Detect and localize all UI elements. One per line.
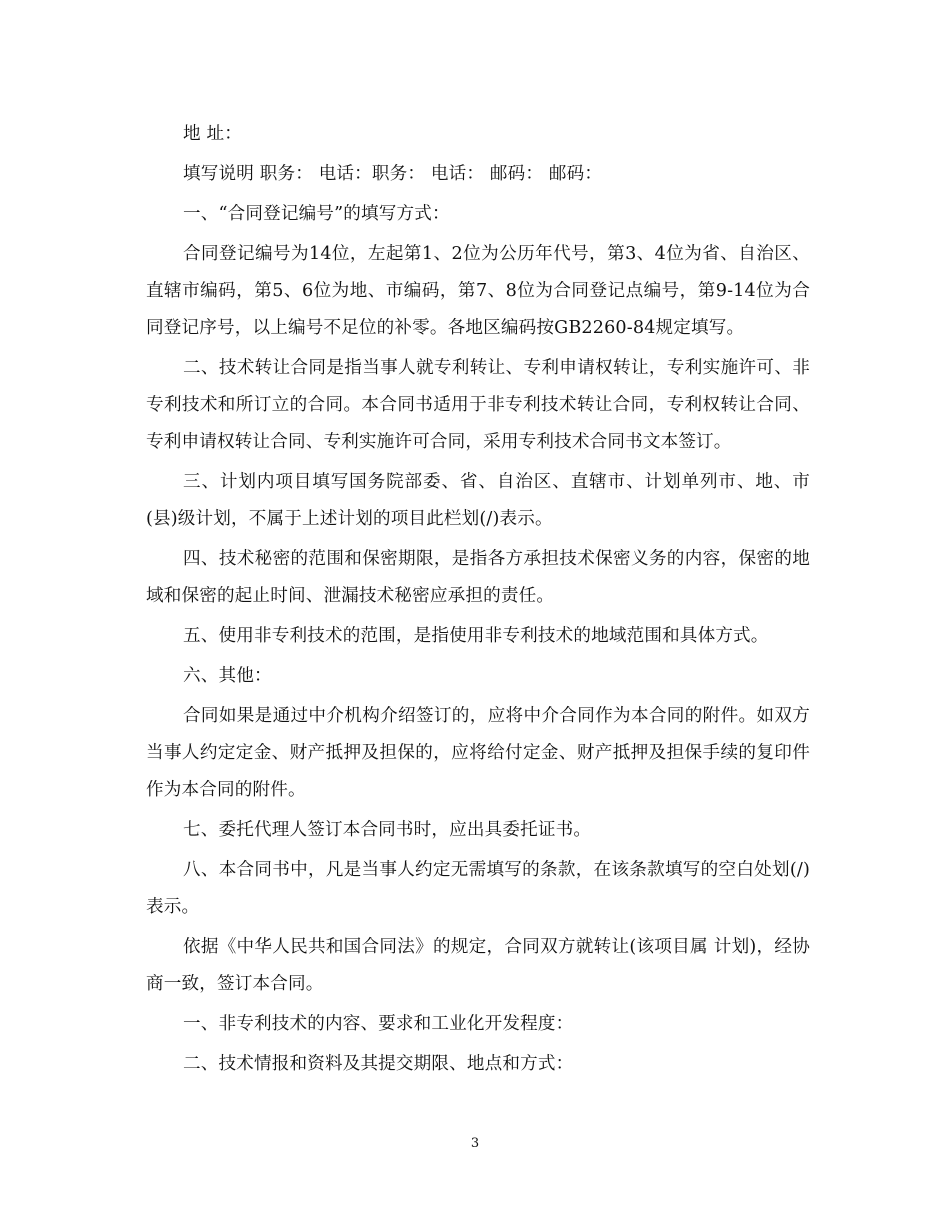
section-1-heading: 一、“合同登记编号”的填写方式： <box>183 204 450 224</box>
section-5-paragraph: 五、使用非专利技术的范围，是指使用非专利技术的地域范围和具体方式。 <box>183 626 769 646</box>
section-2-paragraph: 二、技术转让合同是指当事人就专利转让、专利申请权转让，专利实施许可、非专利技术和所订立的合同。本合同书适用于非专利技术转让合同，专利权转让合同、专利申请权转让合同、专利实施许可合同，采用专利技术合同书文本签订。 <box>146 358 810 452</box>
section-4-paragraph: 四、技术秘密的范围和保密期限，是指各方承担技术保密义务的内容，保密的地域和保密的起止时间、泄漏技术秘密应承担的责任。 <box>146 549 810 606</box>
registration-number-paragraph: 合同登记编号为14位，左起第1、2位为公历年代号，第3、4位为省、自治区、直辖市编码，第5、6位为地、市编码，第7、8位为合同登记点编号，第9-14位为合同登记序号，以上编号不足位的补零。各地区编码按GB2260-84规定填写。 <box>146 244 810 338</box>
intermediary-paragraph: 合同如果是通过中介机构介绍签订的，应将中介合同作为本合同的附件。如双方当事人约定定金、财产抵押及担保的，应将给付定金、财产抵押及担保手续的复印件作为本合同的附件。 <box>146 706 810 800</box>
page-number: 3 <box>470 1136 480 1151</box>
document-body <box>146 116 810 1086</box>
address-line: 地 址： <box>183 124 242 144</box>
section-7-paragraph: 七、委托代理人签订本合同书时，应出具委托证书。 <box>183 820 592 840</box>
section-3-paragraph: 三、计划内项目填写国务院部委、省、自治区、直辖市、计划单列市、地、市(县)级计划，不属于上述计划的项目此栏划(/)表示。 <box>146 472 810 529</box>
clause-2-heading: 二、技术情报和资料及其提交期限、地点和方式： <box>183 1054 574 1074</box>
section-6-heading: 六、其他： <box>183 666 272 686</box>
section-8-paragraph: 八、本合同书中，凡是当事人约定无需填写的条款，在该条款填写的空白处划(/)表示。 <box>146 860 810 917</box>
instructions-header-line: 填写说明 职务： 电话：职务： 电话： 邮码： 邮码： <box>183 164 603 184</box>
legal-basis-paragraph: 依据《中华人民共和国合同法》的规定，合同双方就转让(该项目属 计划)，经协商一致，签订本合同。 <box>146 937 810 994</box>
clause-1-heading: 一、非专利技术的内容、要求和工业化开发程度： <box>183 1014 574 1034</box>
